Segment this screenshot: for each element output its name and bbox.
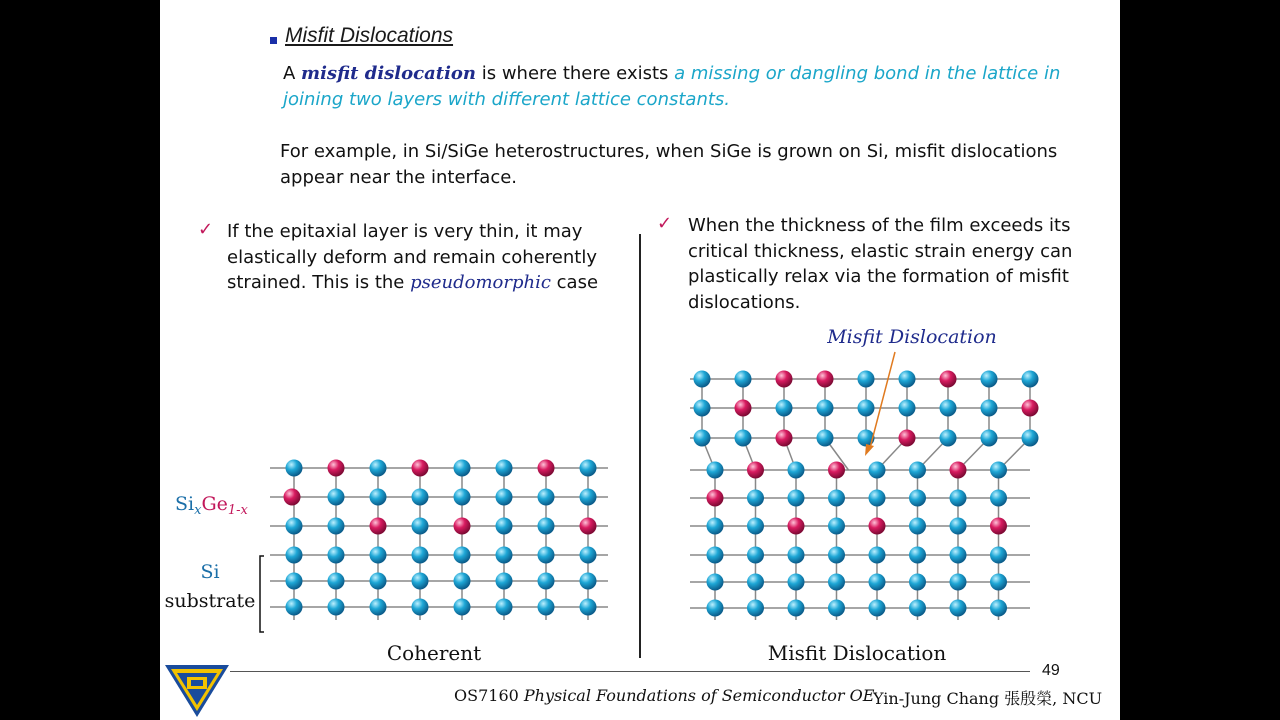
si-atom	[412, 547, 429, 564]
si-atom	[828, 574, 845, 591]
right-bullet-text: When the thickness of the film exceeds its critical thickness, elastic strain energy can plastically relax via the formation of misfit dislocations.	[688, 215, 1073, 313]
misfit-caption: Misfit Dislocation	[767, 641, 947, 665]
si-atom	[412, 518, 429, 535]
si-atom	[496, 573, 513, 590]
left-atoms	[284, 460, 597, 616]
ge-atom	[370, 518, 387, 535]
right-atoms	[694, 371, 1039, 617]
left-bullet-suffix: case	[550, 272, 599, 293]
definition-term: misfit dislocation	[301, 63, 477, 84]
ge-atom	[828, 462, 845, 479]
sige-label-ge: Ge	[201, 493, 228, 515]
si-atom	[412, 573, 429, 590]
si-atom	[496, 489, 513, 506]
si-atom	[981, 430, 998, 447]
ge-atom	[990, 518, 1007, 535]
heading-bullet-icon	[270, 37, 277, 44]
si-atom	[328, 573, 345, 590]
si-atom	[328, 518, 345, 535]
si-atom	[538, 547, 555, 564]
definition-highlight: a missing or dangling bond in the lattice in joining two layers with different lattice constants.	[283, 63, 1061, 110]
si-atom	[909, 518, 926, 535]
si-atom	[990, 600, 1007, 617]
si-atom	[909, 462, 926, 479]
si-atom	[370, 599, 387, 616]
si-atom	[412, 599, 429, 616]
si-atom	[817, 430, 834, 447]
footer-rule	[230, 671, 1030, 672]
si-atom	[817, 400, 834, 417]
slide	[160, 0, 1120, 720]
slide-heading: Misfit Dislocations	[285, 24, 454, 47]
si-atom	[828, 547, 845, 564]
ge-atom	[950, 462, 967, 479]
si-atom	[370, 460, 387, 477]
si-atom	[412, 489, 429, 506]
si-atom	[747, 574, 764, 591]
ge-atom	[776, 371, 793, 388]
si-atom	[370, 573, 387, 590]
si-atom	[747, 600, 764, 617]
si-atom	[707, 518, 724, 535]
si-atom	[909, 574, 926, 591]
ge-atom	[747, 462, 764, 479]
course-title: Physical Foundations of Semiconductor OE	[523, 686, 875, 705]
column-divider	[639, 234, 641, 658]
si-atom	[328, 489, 345, 506]
si-atom	[788, 600, 805, 617]
si-atom	[328, 547, 345, 564]
si-atom	[538, 518, 555, 535]
left-bullet-body: If the epitaxial layer is very thin, it may elastically deform and remain coherently strained. This is the	[227, 221, 597, 293]
ge-atom	[735, 400, 752, 417]
course-code: OS7160	[454, 686, 524, 705]
si-atom	[940, 430, 957, 447]
si-atom	[328, 599, 345, 616]
si-atom	[496, 460, 513, 477]
si-atom	[694, 430, 711, 447]
si-atom	[990, 574, 1007, 591]
si-atom	[788, 547, 805, 564]
misfit-arrow	[870, 352, 895, 448]
si-atom	[747, 518, 764, 535]
si-atom	[869, 600, 886, 617]
footer-course	[454, 686, 874, 705]
right-check-icon: ✓	[657, 213, 673, 234]
left-bullet-emphasis: pseudomorphic	[410, 272, 551, 293]
si-atom	[286, 573, 303, 590]
left-bonds	[270, 468, 608, 620]
si-atom	[940, 400, 957, 417]
si-atom	[1022, 430, 1039, 447]
si-atom	[580, 460, 597, 477]
definition-paragraph	[283, 61, 1113, 113]
si-atom	[580, 573, 597, 590]
si-atom	[990, 547, 1007, 564]
si-atom	[735, 371, 752, 388]
ge-atom	[788, 518, 805, 535]
si-atom	[538, 489, 555, 506]
ge-atom	[328, 460, 345, 477]
si-atom	[735, 430, 752, 447]
si-atom	[747, 490, 764, 507]
si-atom	[869, 462, 886, 479]
si-atom	[707, 574, 724, 591]
si-atom	[869, 547, 886, 564]
si-atom	[950, 518, 967, 535]
misfit-annotation: Misfit Dislocation	[827, 326, 997, 348]
si-atom	[899, 371, 916, 388]
si-atom	[828, 490, 845, 507]
si-atom	[370, 489, 387, 506]
si-atom	[286, 599, 303, 616]
si-atom	[694, 371, 711, 388]
si-atom	[286, 547, 303, 564]
si-atom	[909, 600, 926, 617]
ge-atom	[454, 518, 471, 535]
definition-prefix: A	[283, 63, 302, 84]
si-atom	[788, 574, 805, 591]
sige-label-si: Si	[175, 493, 195, 515]
si-atom	[747, 547, 764, 564]
si-atom	[981, 371, 998, 388]
si-atom	[776, 400, 793, 417]
si-atom	[909, 490, 926, 507]
ge-atom	[817, 371, 834, 388]
left-check-icon: ✓	[198, 219, 214, 240]
si-atom	[580, 489, 597, 506]
si-atom	[496, 518, 513, 535]
definition-middle: is where there exists	[476, 63, 675, 84]
ge-atom	[580, 518, 597, 535]
si-atom	[869, 574, 886, 591]
substrate-label-word: substrate	[164, 590, 256, 612]
ge-atom	[707, 490, 724, 507]
coherent-caption: Coherent	[386, 641, 482, 665]
si-atom	[990, 490, 1007, 507]
footer-author: Yin-Jung Chang 張殷榮, NCU	[873, 689, 1103, 708]
si-atom	[580, 599, 597, 616]
si-atom	[454, 460, 471, 477]
substrate-bracket	[260, 556, 264, 632]
si-atom	[899, 400, 916, 417]
si-atom	[286, 460, 303, 477]
si-atom	[869, 490, 886, 507]
sige-label-x: x	[194, 503, 202, 518]
si-atom	[496, 599, 513, 616]
university-seal-icon	[163, 663, 231, 719]
si-atom	[707, 600, 724, 617]
ge-atom	[940, 371, 957, 388]
si-atom	[1022, 371, 1039, 388]
si-atom	[538, 599, 555, 616]
si-atom	[496, 547, 513, 564]
si-atom	[454, 547, 471, 564]
si-atom	[950, 574, 967, 591]
si-atom	[694, 400, 711, 417]
coherent-lattice-diagram	[160, 440, 630, 670]
si-atom	[858, 371, 875, 388]
sige-label	[175, 493, 249, 518]
si-atom	[454, 599, 471, 616]
sige-label-sub: 1-x	[227, 503, 248, 518]
si-atom	[950, 547, 967, 564]
si-atom	[370, 547, 387, 564]
si-atom	[990, 462, 1007, 479]
misfit-arrow-head	[865, 444, 874, 456]
si-atom	[707, 547, 724, 564]
si-atom	[788, 462, 805, 479]
si-atom	[788, 490, 805, 507]
example-paragraph: For example, in Si/SiGe heterostructures, when SiGe is grown on Si, misfit dislocations appear near the interface.	[280, 141, 1058, 188]
misfit-lattice-diagram	[650, 320, 1050, 670]
ge-atom	[284, 489, 301, 506]
left-bullet-text	[227, 219, 607, 296]
ge-atom	[869, 518, 886, 535]
si-atom	[707, 462, 724, 479]
ge-atom	[776, 430, 793, 447]
si-atom	[580, 547, 597, 564]
si-atom	[454, 489, 471, 506]
substrate-label-si: Si	[200, 561, 220, 583]
ge-atom	[1022, 400, 1039, 417]
si-atom	[454, 573, 471, 590]
si-atom	[828, 600, 845, 617]
ge-atom	[412, 460, 429, 477]
ge-atom	[899, 430, 916, 447]
si-atom	[538, 573, 555, 590]
si-atom	[950, 600, 967, 617]
si-atom	[286, 518, 303, 535]
si-atom	[981, 400, 998, 417]
ge-atom	[538, 460, 555, 477]
si-atom	[909, 547, 926, 564]
si-atom	[828, 518, 845, 535]
page-number: 49	[1042, 662, 1060, 679]
si-atom	[858, 400, 875, 417]
si-atom	[950, 490, 967, 507]
